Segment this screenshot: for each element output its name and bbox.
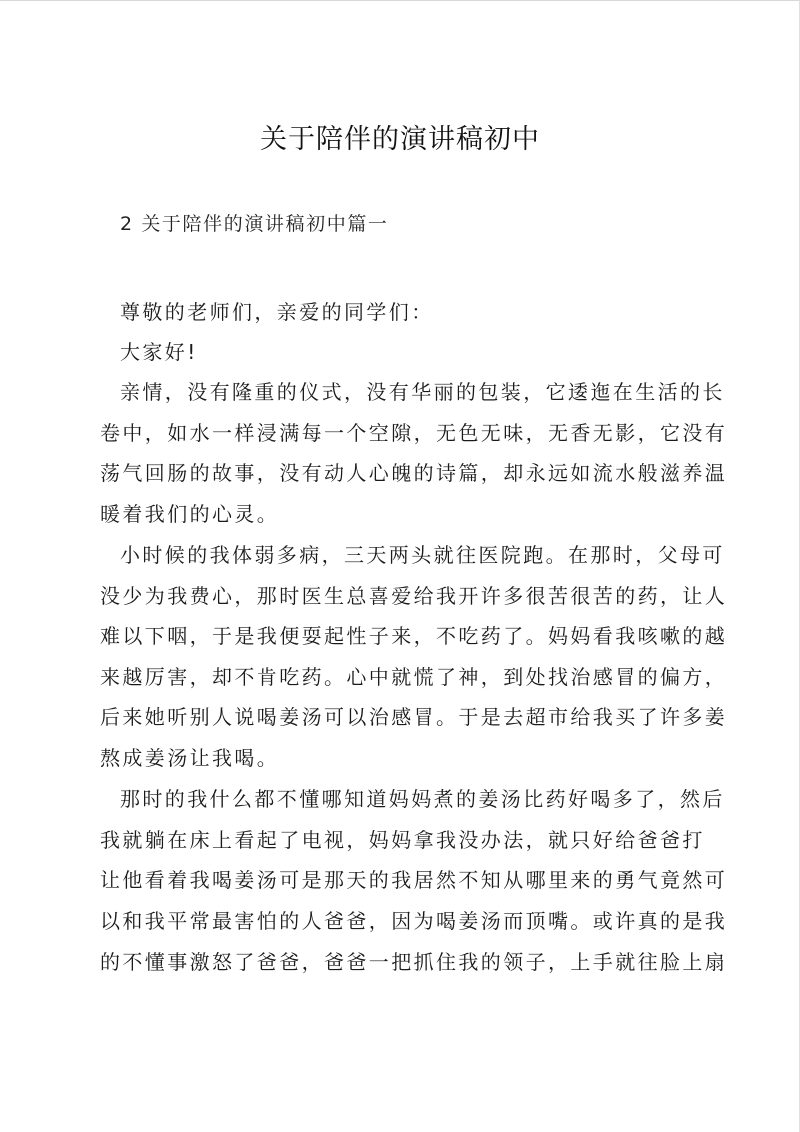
paragraph-line: 亲情，没有隆重的仪式，没有华丽的包装，它逶迤在生活的长 (120, 380, 725, 404)
paragraph-line: 难以下咽，于是我便耍起性子来，不吃药了。妈妈看我咳嗽的越 (100, 624, 728, 648)
greeting-line: 尊敬的老师们，亲爱的同学们： (120, 300, 434, 324)
paragraph-line: 让他看着我喝姜汤可是那天的我居然不知从哪里来的勇气竟然可 (100, 868, 728, 892)
paragraph-line: 小时候的我体弱多病，三天两头就往医院跑。在那时，父母可 (120, 543, 725, 567)
paragraph-line: 熬成姜汤让我喝。 (100, 746, 280, 770)
paragraph-line: 以和我平常最害怕的人爸爸，因为喝姜汤而顶嘴。或许真的是我 (100, 909, 728, 933)
paragraph-line: 的不懂事激怒了爸爸，爸爸一把抓住我的领子，上手就往脸上扇 (100, 950, 728, 974)
paragraph-line: 来越厉害，却不肯吃药。心中就慌了神，到处找治感冒的偏方， (100, 665, 728, 689)
paragraph-line: 卷中，如水一样浸满每一个空隙，无色无味，无香无影，它没有 (100, 421, 728, 445)
paragraph-line: 后来她听别人说喝姜汤可以治感冒。于是去超市给我买了许多姜 (100, 705, 728, 729)
document-subtitle: 2 关于陪伴的演讲稿初中篇一 (120, 213, 389, 235)
hello-line: 大家好! (120, 340, 198, 364)
document-title: 关于陪伴的演讲稿初中 (260, 124, 540, 155)
paragraph-line: 暖着我们的心灵。 (100, 502, 280, 526)
paragraph-line: 那时的我什么都不懂哪知道妈妈煮的姜汤比药好喝多了，然后 (120, 787, 725, 811)
paragraph-line: 没少为我费心，那时医生总喜爱给我开许多很苦很苦的药，让人 (100, 584, 728, 608)
paragraph-line: 荡气回肠的故事，没有动人心魄的诗篇，却永远如流水般滋养温 (100, 461, 728, 485)
paragraph-line: 我就躺在床上看起了电视，妈妈拿我没办法，就只好给爸爸打 (100, 828, 705, 852)
